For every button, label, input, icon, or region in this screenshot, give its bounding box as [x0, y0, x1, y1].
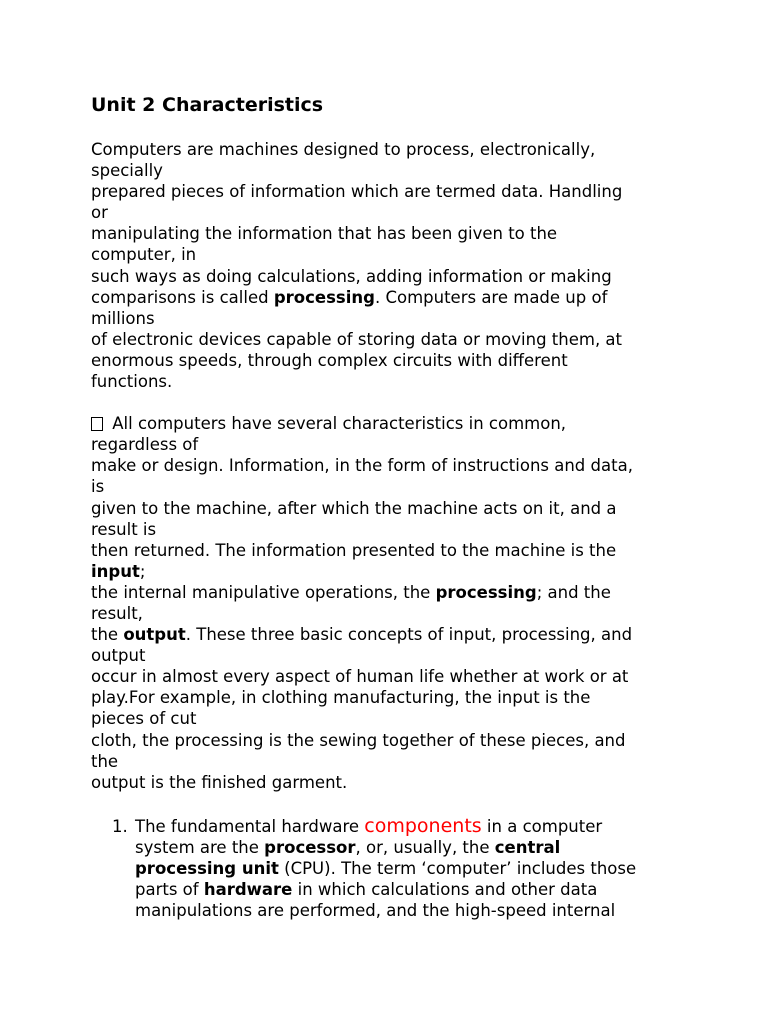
text-run: the internal manipulative operations, the: [91, 582, 436, 602]
text-line: result is: [91, 519, 157, 539]
document-page: [91, 91, 691, 921]
highlighted-term-components: components: [364, 814, 482, 837]
text-run: (CPU). The term ‘computer’ includes those: [278, 859, 637, 878]
text-run: , or, usually, the: [355, 837, 495, 857]
paragraph-1: [91, 139, 691, 392]
bold-term-processing: processing: [435, 582, 537, 602]
text-line: the: [91, 751, 119, 771]
text-run: in which calculations and other data: [292, 880, 598, 900]
bold-term-hardware: hardware: [203, 880, 293, 900]
text-line: output is the finished garment.: [91, 772, 348, 792]
text-line: cloth, the processing is the sewing together of these pieces, and: [91, 730, 626, 750]
text-run: the: [91, 625, 124, 645]
text-line: [91, 561, 691, 582]
text-line: manipulating the information that has been given to the: [91, 224, 558, 244]
list-item: [135, 816, 691, 921]
text-line: enormous speeds, through complex circuits with different: [91, 350, 568, 370]
text-run: All computers have several characteristics in common,: [107, 414, 567, 434]
missing-glyph-icon: [91, 417, 103, 431]
text-line: of electronic devices capable of storing data or moving them, at: [91, 329, 623, 349]
text-line: [91, 413, 691, 434]
text-line: [135, 879, 691, 900]
list-number: 1.: [112, 816, 128, 836]
text-run: ; and the: [536, 582, 611, 602]
text-line: or: [91, 203, 108, 223]
text-run: comparisons is called: [91, 287, 274, 307]
page-title: Unit 2 Characteristics: [91, 94, 324, 116]
text-line: [91, 624, 691, 645]
bold-term-processor: processor: [264, 837, 356, 857]
bold-term-processing: processing: [273, 287, 375, 307]
text-line: [135, 816, 691, 837]
text-line: pieces of cut: [91, 709, 197, 729]
text-line: Computers are machines designed to process, electronically,: [91, 140, 596, 159]
text-line: computer, in: [91, 245, 197, 265]
text-line: [135, 858, 691, 879]
text-line: given to the machine, after which the machine acts on it, and a: [91, 498, 617, 518]
text-run: in a computer: [481, 816, 603, 836]
bold-term-output: output: [123, 625, 186, 645]
text-line: prepared pieces of information which are termed data. Handling: [91, 182, 623, 202]
text-run: . These three basic concepts of input, processing, and: [185, 625, 633, 645]
text-line: manipulations are performed, and the high-speed internal: [135, 901, 616, 921]
text-line: then returned. The information presented to the machine is the: [91, 540, 617, 560]
text-line: specially: [91, 161, 163, 181]
numbered-list: [91, 816, 691, 921]
text-line: regardless of: [91, 435, 199, 455]
text-line: is: [91, 477, 105, 497]
text-line: play.For example, in clothing manufacturing, the input is the: [91, 688, 591, 708]
text-line: [91, 582, 691, 603]
text-line: make or design. Information, in the form of instructions and data,: [91, 456, 633, 476]
bold-term-input: input: [91, 561, 140, 581]
text-line: [91, 287, 691, 308]
text-line: [135, 837, 691, 858]
text-run: . Computers are made up of: [374, 287, 608, 307]
text-run: ;: [139, 561, 146, 581]
text-run: The fundamental hardware: [135, 816, 365, 836]
text-line: such ways as doing calculations, adding information or making: [91, 266, 612, 286]
text-line: millions: [91, 308, 155, 328]
text-line: functions.: [91, 372, 173, 392]
bold-term-central: central: [494, 837, 561, 857]
text-line: output: [91, 646, 146, 666]
text-line: result,: [91, 603, 143, 623]
bold-term-processing-unit: processing unit: [135, 859, 279, 878]
text-run: parts of: [135, 880, 204, 900]
text-run: system are the: [135, 837, 265, 857]
text-line: occur in almost every aspect of human life whether at work or at: [91, 667, 629, 687]
paragraph-2: [91, 413, 691, 793]
